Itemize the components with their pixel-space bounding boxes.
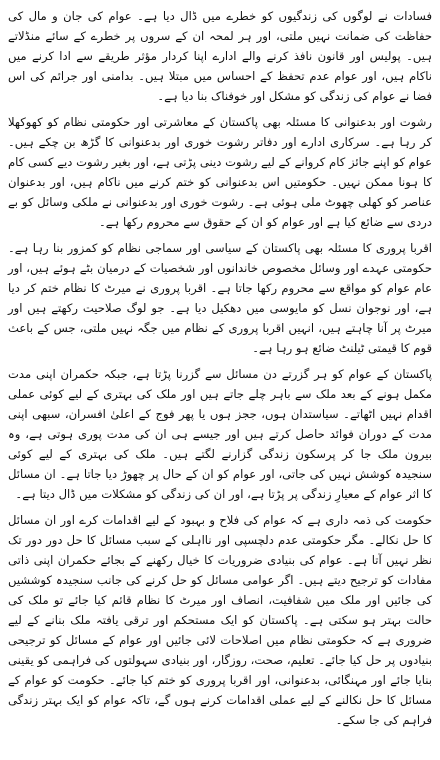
paragraph-government-duty: حکومت کی ذمہ داری ہے کہ عوام کی فلاح و بہبود کے لیے اقدامات کرے اور ان مسائل کا حل نکالے۔ مگر حکومتی عدم دلچسپی اور نااہلی کے سبب مسائل کا حل دور دور تک نظر نہیں آتا ہے۔ عوام کی بنیادی ضروریات کا خیال رکھنے کے بجائے حکمران اپنی ذاتی مفادات کو ترجیح دیتے ہیں۔ اگر عوامی مسائل کو حل کرنے کی جانب سنجیدہ کوششیں کی جائیں اور ملک میں شفافیت، انصاف اور میرٹ کا نظام قائم کیا جائے تو ملک کی حالت بہتر ہو سکتی ہے۔ پاکستان کو ایک مستحکم اور ترقی یافتہ ملک بنانے کے لیے ضروری ہے کہ حکومتی نظام میں اصلاحات لائی جائیں اور عوام کے مسائل کو ترجیحی بنیادوں پر حل کیا جائے۔ تعلیم، صحت، روزگار، اور بنیادی سہولتوں کی فراہمی کو یقینی بنایا جائے اور مہنگائی، بدعنوانی، اور اقربا پروری کو ختم کیا جائے۔ حکومت کو عوام کے مسائل کا حل نکالنے کے لیے عملی اقدامات کرنے ہوں گے، تاکہ عوام کو ایک بہتر زندگی فراہم کی جا سکے۔ [8,513,432,727]
paragraph-corruption: رشوت اور بدعنوانی کا مسئلہ بھی پاکستان کے معاشرتی اور حکومتی نظام کو کھوکھلا کر رہا ہے۔ سرکاری ادارے اور دفاتر رشوت خوری اور بدعنوانی کا گڑھ بن چکے ہیں۔ عوام کو اپنے جائز کام کروانے کے لیے رشوت دینی پڑتی ہے، اور بغیر رشوت دیے کسی کام کا ہونا ممکن نہیں۔ حکومتیں اس بدعنوانی کو ختم کرنے میں ناکام ہیں، اور بدعنوان عناصر کو کھلی چھوٹ ملی ہوئی ہے۔ رشوت خوری اور بدعنوانی نے ملکی وسائل کو بے دردی سے ضائع کیا ہے اور عوام کو ان کے حقوق سے محروم رکھا ہے۔ [8,115,432,229]
paragraph-rulers: پاکستان کے عوام کو ہر گزرتے دن مسائل سے گزرنا پڑتا ہے، جبکہ حکمران اپنی مدت مکمل ہونے کے بعد ملک سے باہر چلے جاتے ہیں اور ملک کی بہتری کے لیے کوئی عملی اقدام نہیں اٹھاتے۔ سیاستدان ہوں، ججز ہوں یا پھر فوج کے اعلیٰ افسران، سبھی اپنی مدت کے دوران فوائد حاصل کرتے ہیں اور جیسے ہی ان کی مدت پوری ہوتی ہے، وہ بیرون ملک جا کر پرسکون زندگی گزارنے لگتے ہیں۔ ملک کی بہتری کے لیے کوئی سنجیدہ کوشش نہیں کی جاتی، اور عوام کو ان کے حال پر چھوڑ دیا جاتا ہے۔ ان مسائل کا اثر عوام کے معیارِ زندگی پر پڑتا ہے، اور ان کی زندگی کو مشکلات میں ڈال دیتا ہے۔ [8,367,432,501]
paragraph-nepotism: اقربا پروری کا مسئلہ بھی پاکستان کے سیاسی اور سماجی نظام کو کمزور بنا رہا ہے۔ حکومتی عہدے اور وسائل مخصوص خاندانوں اور شخصیات کے درمیان بٹے ہوئے ہیں، اور عام عوام کو مواقع سے محروم رکھا جاتا ہے۔ اقربا پروری نے میرٹ کا نظام ختم کر دیا ہے، اور نوجوان نسل کو مایوسی میں دھکیل دیا ہے۔ جو لوگ صلاحیت رکھتے ہیں اور میرٹ پر آنا چاہتے ہیں، انہیں اقربا پروری کے نظام میں جگہ نہیں ملتی، جس کے باعث قوم کا قیمتی ٹیلنٹ ضائع ہو رہا ہے۔ [8,241,432,355]
paragraph-security: فسادات نے لوگوں کی زندگیوں کو خطرے میں ڈال دیا ہے۔ عوام کی جان و مال کی حفاظت کی ضمانت نہیں ملتی، اور ہر لمحہ ان کے سروں پر خطرے کے سائے منڈلاتے ہیں۔ پولیس اور قانون نافذ کرنے والے ادارے اپنا کردار مؤثر طریقے سے ادا کرنے میں ناکام ہیں، اور عوام عدم تحفظ کے احساس میں مبتلا ہیں۔ بدامنی اور جرائم کی اس فضا نے عوام کی زندگی کو مشکل اور خوفناک بنا دیا ہے۔ [8,9,432,103]
